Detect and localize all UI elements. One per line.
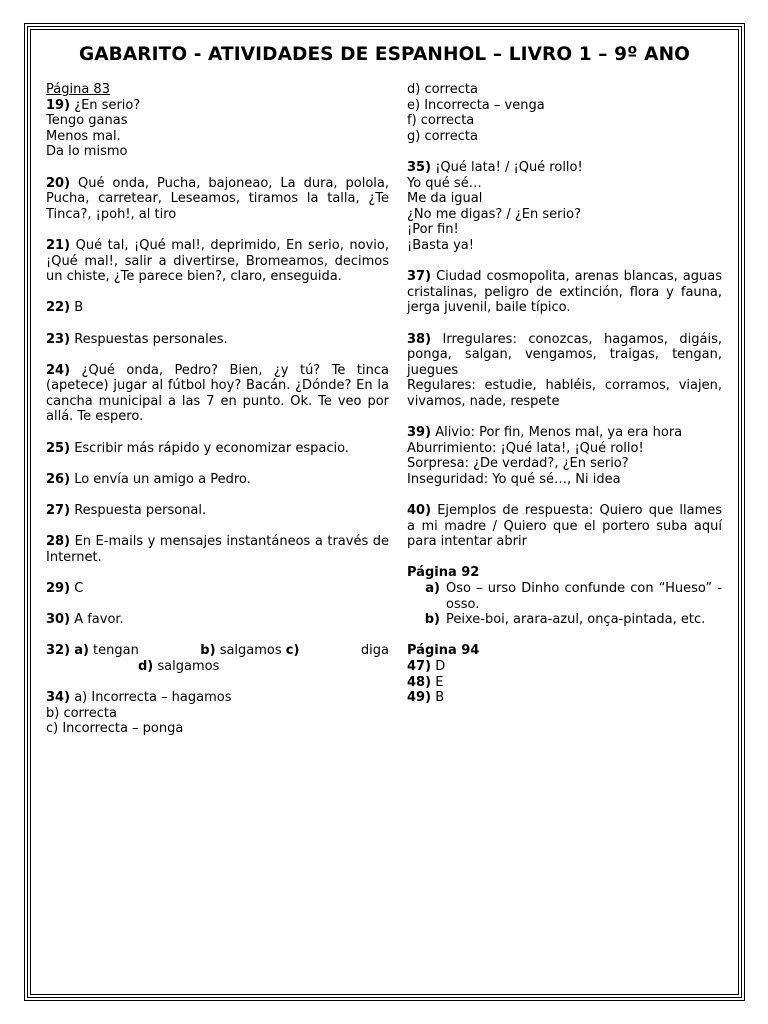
answer-line: b) correcta (46, 705, 117, 721)
answer-22 (46, 300, 389, 316)
answer-number: 19) (46, 97, 71, 113)
answer-line: Menos mal. (46, 128, 121, 144)
option-text: salgamos (219, 643, 282, 659)
section-page-92 (407, 565, 722, 627)
answer-32 (46, 643, 389, 674)
answer-line: ¡Qué lata! / ¡Qué rollo! (435, 159, 583, 175)
answer-number: 39) (407, 425, 432, 441)
answer-text: Qué tal, ¡Qué mal!, deprimido, En serio, novio, ¡Qué mal!, salir a divertirse, Bromeamos, decimos un chiste, ¿Te parece bien?, claro, enseguida. (46, 237, 389, 285)
answer-line: Me da igual (407, 191, 483, 207)
answer-number: 49) (407, 690, 432, 706)
page-border (24, 23, 745, 1001)
page-header-92: Página 92 (407, 565, 480, 581)
answer-27 (46, 503, 389, 519)
answer-line: Sorpresa: ¿De verdad?, ¿En serio? (407, 456, 629, 472)
answer-30 (46, 612, 389, 628)
answer-line: Yo qué sé… (407, 175, 482, 191)
option-label: c) (285, 643, 300, 659)
answer-text: Irregulares: conozcas, hagamos, digáis, ponga, salgan, vengamos, traigas, tengan, juegues (407, 331, 722, 378)
list-item (407, 612, 722, 628)
document-title: GABARITO - ATIVIDADES DE ESPANHOL – LIVRO 1 – 9º ANO (78, 44, 691, 65)
answer-20 (46, 176, 389, 223)
answer-40 (407, 503, 722, 550)
answer-text: En E-mails y mensajes instantáneos a través de Internet. (46, 534, 389, 565)
answer-line: c) Incorrecta – ponga (46, 721, 184, 737)
answer-text: Escribir más rápido y economizar espacio. (74, 440, 349, 456)
answer-text: Ejemplos de respuesta: Quiero que llames a mi madre / Quiero que el portero suba aquí para intentar abrir (407, 503, 723, 550)
answer-47 (407, 659, 722, 675)
answer-line: ¿En serio? (74, 97, 141, 113)
answer-number: 29) (46, 581, 71, 596)
right-column (407, 82, 722, 706)
option-label: a) (74, 643, 89, 659)
answer-26 (46, 472, 389, 488)
answer-line: f) correcta (407, 113, 475, 129)
answer-number: 21) (46, 237, 71, 253)
option-text: Oso – urso Dinho confunde con “Hueso” - osso. (446, 581, 722, 612)
answer-text: B (74, 300, 84, 316)
option-text: diga (360, 643, 389, 659)
list-item (407, 581, 722, 612)
answer-49 (407, 690, 722, 706)
answer-line: Alivio: Por fin, Menos mal, ya era hora (435, 425, 683, 441)
answer-line: Aburrimiento: ¡Qué lata!, ¡Qué rollo! (407, 440, 644, 456)
answer-text: E (435, 674, 444, 690)
answer-text: Respuesta personal. (74, 503, 207, 519)
answer-number: 32) (46, 643, 71, 659)
answer-number: 35) (407, 159, 432, 175)
answer-text: Respuestas personales. (74, 331, 228, 347)
answer-text: B (435, 690, 445, 706)
answer-34 (46, 690, 389, 737)
answer-24 (46, 363, 389, 425)
answer-text: ¿Qué onda, Pedro? Bien, ¿y tú? Te tinca (apetece) jugar al fútbol hoy? Bacán. ¿Dónde? En la cancha municipal a las 7 en punto. Ok. Te veo por allá. Te espero. (46, 362, 389, 425)
answer-line: ¡Por fin! (407, 222, 459, 238)
answer-number: 38) (407, 331, 432, 347)
answer-39 (407, 425, 722, 487)
answer-line: e) Incorrecta – venga (407, 97, 545, 113)
answer-text: Regulares: estudie, habléis, corramos, viajen, vivamos, nade, respete (407, 378, 722, 409)
answer-text: Qué onda, Pucha, bajoneao, La dura, polola, Pucha, carretear, Leseamos, tiramos la talla, ¿Te Tinca?, ¡poh!, al tiro (46, 175, 390, 222)
page-header-83: Página 83 (46, 82, 110, 97)
answer-23 (46, 332, 389, 348)
option-text: salgamos (157, 658, 220, 674)
answer-text: Lo envía un amigo a Pedro. (74, 471, 251, 487)
answer-line: Inseguridad: Yo qué sé…, Ni idea (407, 471, 621, 487)
answer-34-continued (407, 82, 722, 144)
option-label: b) (424, 612, 440, 628)
answer-37 (407, 269, 722, 316)
answer-number: 24) (46, 362, 71, 378)
answer-number: 47) (407, 658, 432, 674)
answer-text: C (74, 581, 84, 596)
answer-number: 25) (46, 440, 71, 456)
answer-28 (46, 534, 389, 565)
answer-line: g) correcta (407, 128, 478, 144)
answer-25 (46, 441, 389, 457)
answer-text: Ciudad cosmopolita, arenas blancas, aguas cristalinas, peligro de extinción, flora y fauna, jerga juvenil, baile típico. (407, 269, 722, 316)
answer-number: 28) (46, 534, 71, 550)
option-text: tengan (93, 643, 139, 659)
answer-38 (407, 332, 722, 410)
option-label: b) (200, 643, 216, 659)
answer-35 (407, 160, 722, 254)
section-page-94 (407, 643, 722, 705)
page-header-94: Página 94 (407, 643, 480, 659)
answer-line: d) correcta (407, 82, 478, 97)
answer-number: 30) (46, 612, 71, 628)
answer-number: 48) (407, 674, 432, 690)
option-label: d) (138, 658, 154, 674)
answer-number: 23) (46, 331, 71, 347)
option-text: Peixe-boi, arara-azul, onça-pintada, etc. (446, 612, 706, 628)
option-label: a) (425, 581, 440, 596)
answer-number: 20) (46, 175, 71, 191)
answer-19 (46, 98, 389, 160)
answer-text: D (435, 658, 446, 674)
answer-number: 37) (407, 269, 432, 285)
answer-21 (46, 238, 389, 285)
answer-line: Da lo mismo (46, 144, 128, 160)
answer-number: 26) (46, 471, 71, 487)
answer-number: 22) (46, 300, 71, 316)
answer-line: ¡Basta ya! (407, 237, 474, 253)
answer-text: A favor. (74, 612, 124, 628)
answer-29 (46, 581, 389, 597)
answer-number: 34) (46, 690, 71, 706)
answer-line: a) Incorrecta – hagamos (74, 690, 232, 706)
answer-48 (407, 675, 722, 691)
answer-number: 40) (407, 503, 432, 519)
left-column (46, 82, 389, 737)
answer-number: 27) (46, 503, 71, 519)
answer-line: Tengo ganas (46, 113, 128, 129)
answer-line: ¿No me digas? / ¿En serio? (407, 206, 581, 222)
